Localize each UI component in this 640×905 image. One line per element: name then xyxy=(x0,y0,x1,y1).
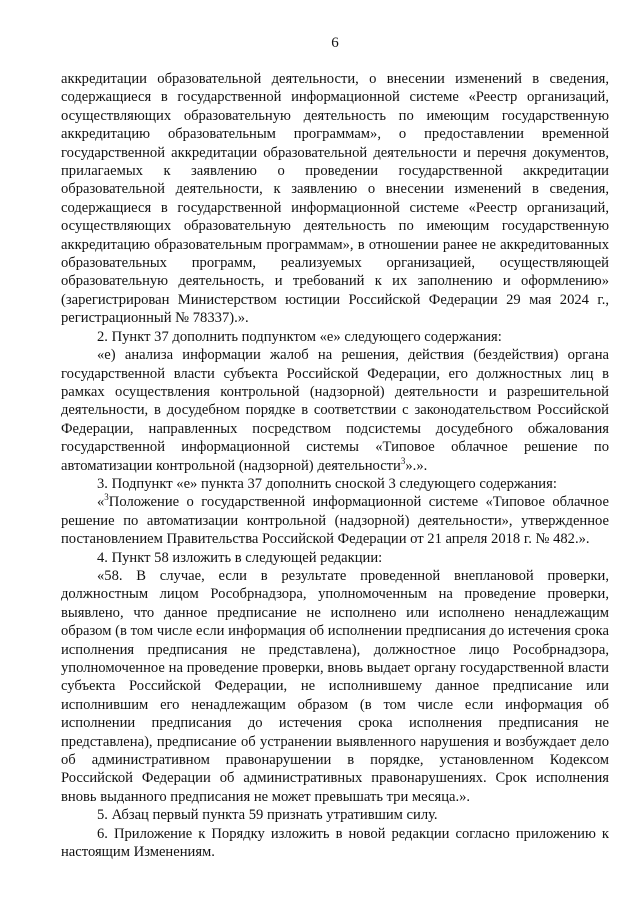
paragraph-item-3: 3. Подпункт «е» пункта 37 дополнить сноской 3 следующего содержания: xyxy=(97,475,557,492)
footnote-open-quote: « xyxy=(97,494,105,511)
paragraph-point-58: «58. В случае, если в результате проведенной внеплановой проверки, должностным лицом Рособрнадзора, уполномоченным на проведение проверки, выявлено, что данное предписание не исполнено или исполнено ненадлежащим образом (в том числе если информация об исполнении предписания до истечения срока исполнения предписания не представлена), должностное лицо Рособрнадзора, уполномоченное на проведение проверки, вновь выдает органу государственной власти субъекта Российской Федерации, не исполнившему данное предписание или исполнившим его ненадлежащим образом (в том числе если информация об исполнении предписания до истечения срока исполнения предписания не представлена), предписание об устранении выявленного нарушения и возбуждает дело об административном правонарушении в порядке, установленном Кодексом Российской Федерации об административных правонарушениях. Срок исполнения вновь выданного предписания не может превышать три месяца.». xyxy=(61,567,609,805)
paragraph-item-4: 4. Пункт 58 изложить в следующей редакции: xyxy=(97,549,383,566)
page-number: 6 xyxy=(331,35,339,51)
subitem-e-text: «е) анализа информации жалоб на решения, действия (бездействия) органа государственной власти субъекта Российской Федерации, его должностных лиц в рамках осуществления контрольной (надзорной) деятельности и разрешительной деятельности, в досудебном порядке в соответствии с законодательством Российской Федерации, направленных посредством подсистемы досудебного обжалования государственной информационной системы «Типовое облачное решение по автоматизации контрольной (надзорной) деятельности xyxy=(61,347,609,474)
footnote-ref-3: 3 xyxy=(400,455,406,466)
footnote-mark-3: 3 xyxy=(104,492,109,503)
paragraph-footnote-3 xyxy=(61,493,609,548)
paragraph-item-6: 6. Приложение к Порядку изложить в новой редакции согласно приложению к настоящим Изменениям. xyxy=(61,825,609,861)
paragraph-item-2: 2. Пункт 37 дополнить подпунктом «е» следующего содержания: xyxy=(97,328,502,345)
subitem-e-tail: ».». xyxy=(405,457,428,474)
document-body xyxy=(61,70,609,861)
footnote-text: Положение о государственной информационной системе «Типовое облачное решение по автоматизации контрольной (надзорной) деятельности», утвержденное постановлением Правительства Российской Федерации от 21 апреля 2018 г. № 482.». xyxy=(61,494,609,548)
paragraph-subitem-e xyxy=(61,346,609,475)
paragraph-continuation: аккредитации образовательной деятельности, о внесении изменений в сведения, содержащиеся в государственной информационной системе «Реестр организаций, осуществляющих образовательную деятельность по имеющим государственную аккредитацию образовательным программам», о предоставлении временной государственной аккредитации образовательной деятельности и перечня документов, прилагаемых к заявлению о проведении государственной аккредитации образовательной деятельности, к заявлению о внесении изменений в сведения, содержащиеся в государственной информационной системе «Реестр организаций, осуществляющих образовательную деятельность по имеющим государственную аккредитацию образовательным программам», в отношении ранее не аккредитованных образовательных программ, реализуемых организацией, осуществляющей образовательную деятельность, и требований к их заполнению и оформлению» (зарегистрирован Министерством юстиции Российской Федерации 29 мая 2024 г., регистрационный № 78337).». xyxy=(61,71,609,327)
paragraph-item-5: 5. Абзац первый пункта 59 признать утратившим силу. xyxy=(97,807,438,824)
